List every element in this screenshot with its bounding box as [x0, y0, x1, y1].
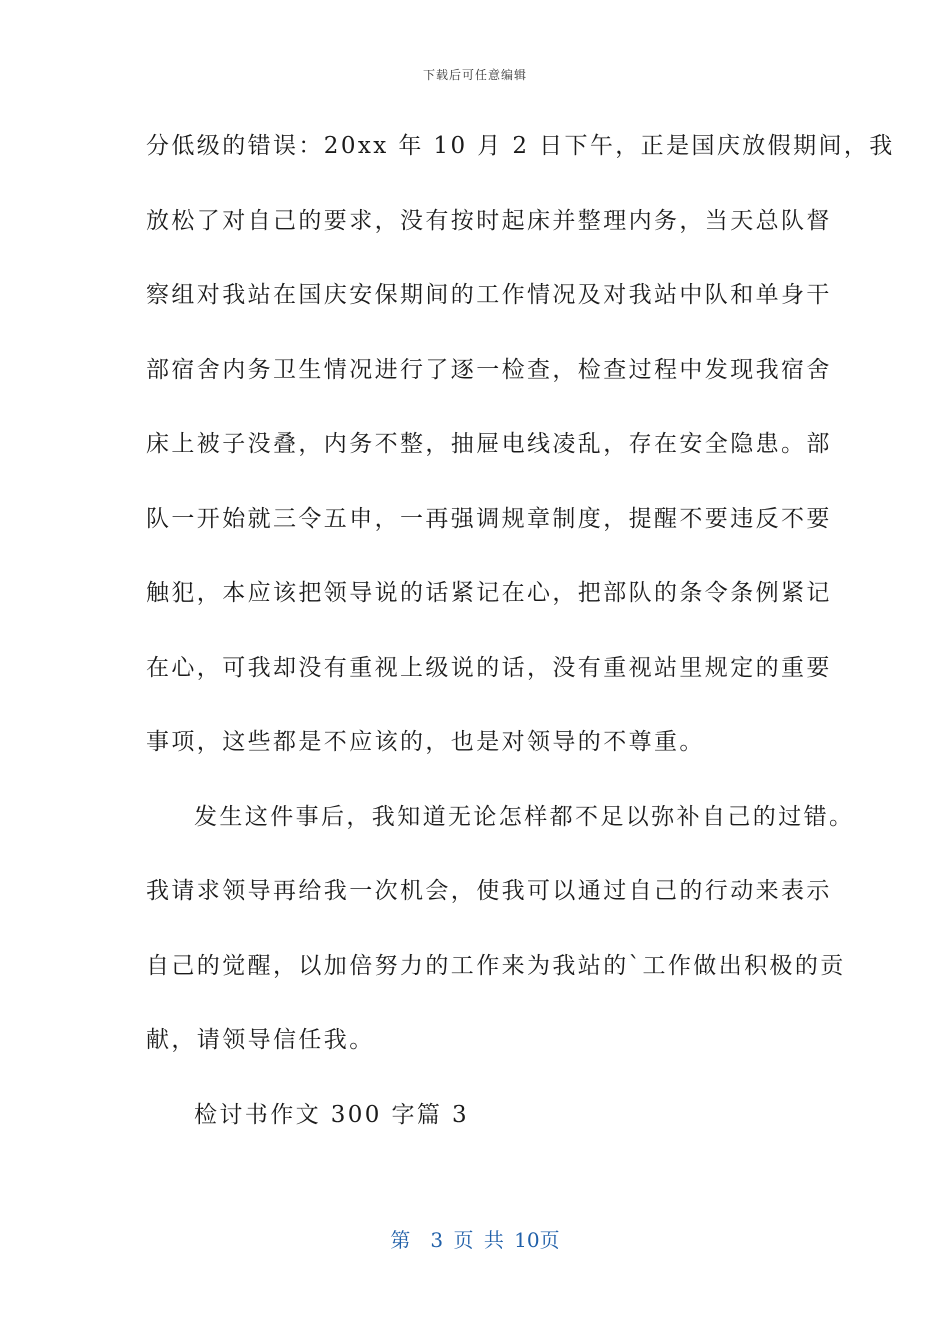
body-line: 察组对我站在国庆安保期间的工作情况及对我站中队和单身干 — [146, 282, 832, 308]
body-line: 放松了对自己的要求，没有按时起床并整理内务，当天总队督 — [146, 207, 832, 234]
body-line: 床上被子没叠，内务不整，抽屉电线凌乱，存在安全隐患。部 — [146, 431, 832, 457]
page-number-footer — [0, 1224, 950, 1253]
body-line: 事项，这些都是不应该的，也是对领导的不尊重。 — [146, 729, 705, 755]
page-header-note: 下载后可任意编辑 — [422, 68, 527, 82]
body-line: 我请求领导再给我一次机会，使我可以通过自己的行动来表示 — [146, 878, 832, 904]
paragraph-start-line: 发生这件事后，我知道无论怎样都不足以弥补自己的过错。 — [194, 803, 855, 830]
body-line: 部宿舍内务卫生情况进行了逐一检查，检查过程中发现我宿舍 — [146, 356, 832, 383]
body-line: 在心，可我却没有重视上级说的话，没有重视站里规定的重要 — [146, 654, 832, 681]
body-line: 触犯，本应该把领导说的话紧记在心，把部队的条令条例紧记 — [146, 580, 832, 606]
page-number-label: 第 3 页 共 10页 — [390, 1228, 560, 1252]
body-line: 队一开始就三令五申，一再强调规章制度，提醒不要违反不要 — [146, 505, 832, 532]
body-line: 分低级的错误：20xx 年 10 月 2 日下午，正是国庆放假期间，我 — [146, 133, 895, 159]
body-line: 自己的觉醒，以加倍努力的工作来为我站的`工作做出积极的贡 — [146, 952, 846, 979]
section-heading: 检讨书作文 300 字篇 3 — [194, 1101, 470, 1128]
document-body — [146, 126, 895, 1169]
body-line: 献，请领导信任我。 — [146, 1027, 375, 1053]
